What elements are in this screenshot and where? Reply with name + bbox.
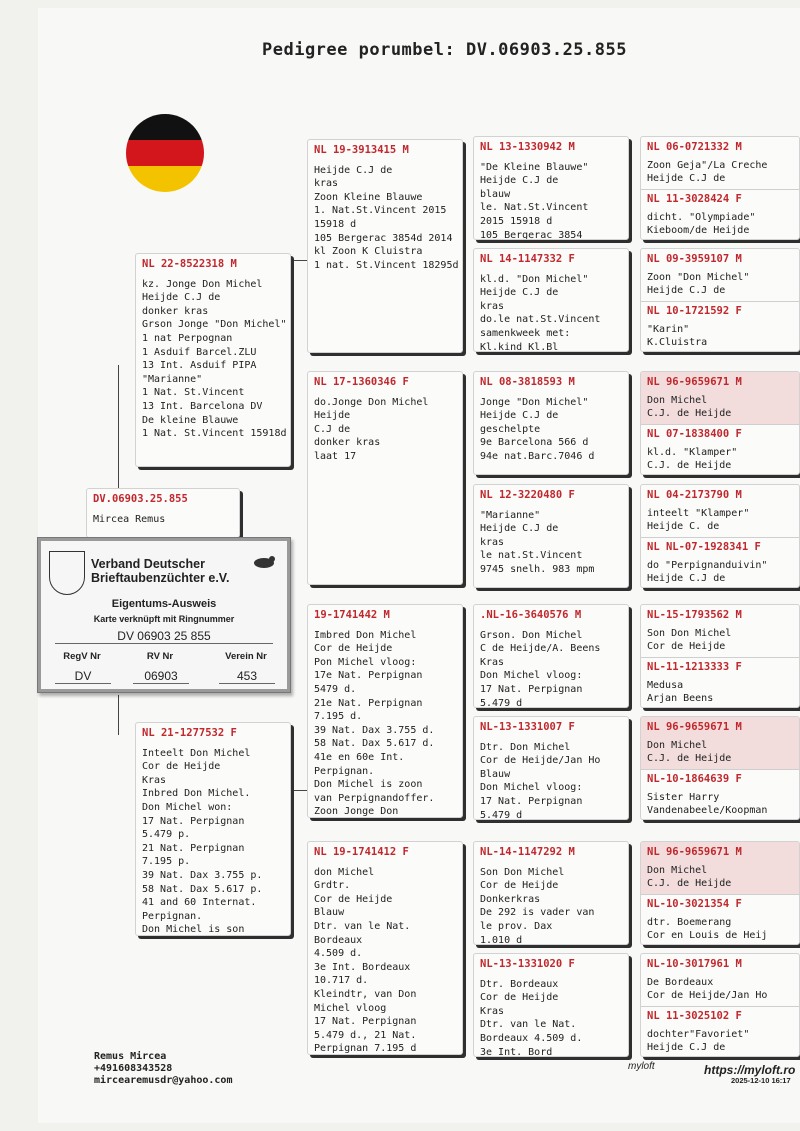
- pedigree-note: Kras: [480, 656, 505, 668]
- ring-number: NL 22-8522318 M: [142, 258, 237, 270]
- ring-number: NL 10-1721592 F: [647, 305, 742, 317]
- pedigree-note: C.J de: [314, 423, 351, 435]
- pedigree-note: Zoon "Don Michel": [647, 271, 750, 283]
- ring-number: NL 96-9659671 M: [647, 721, 742, 733]
- pedigree-note: 10.717 d.: [314, 975, 369, 987]
- pedigree-note: 5.479 p.: [142, 829, 191, 841]
- pedigree-note: Don Michel won:: [142, 801, 233, 813]
- pedigree-note: kl.d. "Klamper": [647, 446, 738, 458]
- pedigree-note: Medusa: [647, 679, 684, 691]
- pedigree-note: Don Michel: [647, 864, 708, 876]
- pedigree-note: Cor de Heijde/Jan Ho: [647, 990, 768, 1002]
- connector: [118, 695, 119, 735]
- pedigree-note: Perpignan.: [314, 765, 375, 777]
- pedigree-note: 15918 d: [314, 218, 357, 230]
- pedigree-note: Zoon Jonge Don: [314, 806, 399, 818]
- ring-number: NL 06-0721332 M: [647, 141, 742, 153]
- pedigree-note: geschelpte: [480, 423, 541, 435]
- great-grandparent-card: [473, 371, 629, 475]
- pedigree-note: kl.d. "Don Michel": [480, 273, 589, 285]
- pedigree-note: Inbred Don Michel.: [142, 788, 251, 800]
- pedigree-note: 39 Nat. Dax 3.755 p.: [142, 869, 263, 881]
- pedigree-note: Heijde C.J de: [480, 175, 559, 187]
- ring-number: NL 11-3028424 F: [647, 193, 742, 205]
- verein-label: Verein Nr: [225, 651, 267, 662]
- pedigree-note: 17 Nat. Perpignan: [314, 1016, 417, 1028]
- ring-number: NL-14-1147292 M: [480, 846, 575, 858]
- pedigree-note: Cor de Heijde: [314, 893, 393, 905]
- card-heading: Eigentums-Ausweis: [111, 598, 217, 610]
- entry-divider: [641, 301, 799, 302]
- pedigree-note: 21e Nat. Perpignan: [314, 697, 423, 709]
- ancestor-pair: [640, 484, 800, 588]
- pedigree-note: Cor de Heijde: [647, 641, 726, 653]
- pedigree-note: Grson. Don Michel: [480, 629, 583, 641]
- pedigree-note: Zoon Kleine Blauwe: [314, 191, 423, 203]
- ancestor-pair: [640, 371, 800, 475]
- pedigree-note: kl Zoon K Cluistra: [314, 246, 423, 258]
- card-subheading: Karte verknüpft mit Ringnummer: [93, 614, 235, 624]
- pedigree-note: Cor de Heijde: [480, 992, 559, 1004]
- pedigree-note: Don Michel vloog:: [480, 670, 583, 682]
- pedigree-note: van Perpignandoffer.: [314, 792, 435, 804]
- great-great-grandparent-entry: [641, 894, 799, 945]
- pedigree-note: samenkweek met:: [480, 327, 571, 339]
- pedigree-note: 1 nat Perpognan: [142, 332, 233, 344]
- pedigree-note: 1.010 d: [480, 934, 523, 945]
- pedigree-note: Heijde C.J de: [314, 164, 393, 176]
- pedigree-note: 17 Nat. Perpignan: [480, 683, 583, 695]
- pedigree-note: C.J. de Heijde: [647, 460, 732, 472]
- pedigree-note: 21 Nat. Perpignan: [142, 842, 245, 854]
- great-great-grandparent-entry: [641, 424, 799, 475]
- pedigree-note: 7.195 d.: [314, 711, 363, 723]
- ring-number: NL-11-1213333 F: [647, 661, 742, 673]
- pedigree-note: Heijde C.J de: [647, 1042, 726, 1054]
- great-grandparent-card: [473, 484, 629, 588]
- pedigree-note: blauw: [480, 188, 511, 200]
- ring-number: NL 09-3959107 M: [647, 253, 742, 265]
- rv-label: RV Nr: [146, 651, 174, 662]
- pedigree-note: kz. Jonge Don Michel: [142, 278, 263, 290]
- pedigree-note: Cor en Louis de Heij: [647, 930, 768, 942]
- ring-number: NL-13-1331007 F: [480, 721, 575, 733]
- pedigree-note: 3e Int. Bordeaux: [314, 961, 411, 973]
- pedigree-note: "Karin": [647, 323, 690, 335]
- pedigree-note: Heijde C.J de: [480, 410, 559, 422]
- great-great-grandparent-entry: [641, 605, 799, 657]
- pedigree-note: 41 and 60 Internat.: [142, 897, 257, 909]
- pedigree-note: Dtr. Bordeaux: [480, 978, 559, 990]
- pedigree-note: Son Don Michel: [647, 627, 732, 639]
- timestamp: 2025-12-10 16:17: [731, 1076, 791, 1085]
- pedigree-note: Heijde C.J de: [647, 285, 726, 297]
- pedigree-note: Don Michel vloog:: [480, 782, 583, 794]
- great-great-grandparent-entry: [641, 189, 799, 240]
- entry-divider: [641, 537, 799, 538]
- regv-label: RegV Nr: [63, 651, 101, 662]
- pedigree-note: donker kras: [314, 437, 381, 449]
- pedigree-note: Don Michel: [647, 394, 708, 406]
- pedigree-note: Heijde C.J de: [480, 523, 559, 535]
- great-great-grandparent-entry: [641, 137, 799, 189]
- connector: [118, 365, 119, 493]
- pedigree-note: donker kras: [142, 305, 209, 317]
- pedigree-note: 1 nat. St.Vincent 18295d: [314, 259, 459, 271]
- pedigree-note: Cor de Heijde: [480, 880, 559, 892]
- pedigree-note: 105 Bergerac 3854d 2014: [314, 232, 453, 244]
- pigeon-icon: [251, 553, 277, 571]
- ring-number: NL 04-2173790 M: [647, 489, 742, 501]
- entry-divider: [641, 189, 799, 190]
- pedigree-note: dicht. "Olympiade": [647, 211, 756, 223]
- great-great-grandparent-entry: [641, 657, 799, 708]
- pedigree-note: Vandenabeele/Koopman: [647, 805, 768, 817]
- entry-divider: [641, 1006, 799, 1007]
- pedigree-note: 1 Asduif Barcel.ZLU: [142, 346, 257, 358]
- pedigree-note: De kleine Blauwe: [142, 414, 239, 426]
- pedigree-note: do "Perpignanduivin": [647, 559, 768, 571]
- pedigree-note: 58 Nat. Dax 5.617 d.: [314, 738, 435, 750]
- pedigree-note: Grson Jonge "Don Michel": [142, 319, 287, 331]
- great-grandparent-card: [473, 136, 629, 240]
- ring-number: NL 07-1838400 F: [647, 428, 742, 440]
- grandparent-card: [307, 841, 463, 1055]
- ancestor-pair: [640, 716, 800, 820]
- pedigree-note: Grdtr.: [314, 880, 351, 892]
- pedigree-note: Heijde: [314, 410, 351, 422]
- great-great-grandparent-entry: [641, 717, 799, 769]
- great-great-grandparent-entry: [641, 769, 799, 820]
- ancestor-pair: [640, 841, 800, 945]
- ring-number: NL 19-1741412 F: [314, 846, 409, 858]
- pedigree-note: Perpignan 7.195 d: [314, 1043, 417, 1055]
- pedigree-note: Cor de Heijde/Jan Ho: [480, 755, 601, 767]
- ring-number: NL-10-3021354 F: [647, 898, 742, 910]
- pedigree-note: kras: [480, 300, 505, 312]
- great-great-grandparent-entry: [641, 249, 799, 301]
- pedigree-note: 5.479 d., 21 Nat.: [314, 1029, 417, 1041]
- great-grandparent-card: [473, 248, 629, 352]
- pedigree-note: Perpignan.: [142, 910, 203, 922]
- pedigree-note: 9e Barcelona 566 d: [480, 437, 589, 449]
- pedigree-note: don Michel: [314, 866, 375, 878]
- pedigree-note: Son Don Michel: [480, 866, 565, 878]
- ring-number: NL-10-1864639 F: [647, 773, 742, 785]
- great-grandparent-card: [473, 953, 629, 1057]
- pedigree-note: Dtr. Don Michel: [480, 741, 571, 753]
- dam-card: [135, 722, 291, 936]
- great-great-grandparent-entry: [641, 301, 799, 352]
- ring-number: 19-1741442 M: [314, 609, 390, 621]
- pedigree-note: 41e en 60e Int.: [314, 751, 405, 763]
- grandparent-card: [307, 371, 463, 585]
- sire-card: [135, 253, 291, 467]
- pedigree-note: 58 Nat. Dax 5.617 p.: [142, 883, 263, 895]
- pedigree-note: Don Michel is zoon: [314, 779, 423, 791]
- pedigree-note: C.J. de Heijde: [647, 753, 732, 765]
- pedigree-note: 7.195 p.: [142, 856, 191, 868]
- ancestor-pair: [640, 604, 800, 708]
- germany-flag: [126, 114, 204, 192]
- pedigree-note: laat 17: [314, 450, 357, 462]
- ring-number: .NL-16-3640576 M: [480, 609, 582, 621]
- great-grandparent-card: [473, 604, 629, 708]
- pedigree-note: "De Kleine Blauwe": [480, 161, 589, 173]
- pedigree-note: "Marianne": [480, 509, 541, 521]
- entry-divider: [641, 769, 799, 770]
- pedigree-note: 13 Int. Asduif PIPA: [142, 360, 257, 372]
- pedigree-note: Cor de Heijde: [314, 643, 393, 655]
- pedigree-note: 94e nat.Barc.7046 d: [480, 450, 595, 462]
- rv-value: 06903: [133, 669, 189, 684]
- entry-divider: [641, 424, 799, 425]
- pedigree-note: Jonge "Don Michel": [480, 396, 589, 408]
- pedigree-note: Don Michel: [647, 739, 708, 751]
- breeder-phone: +491608343528: [94, 1063, 173, 1074]
- ancestor-pair: [640, 953, 800, 1057]
- flag-stripe-red: [126, 140, 204, 166]
- pedigree-note: 9745 snelh. 983 mpm: [480, 563, 595, 575]
- pedigree-note: Heijde C. de: [647, 521, 720, 533]
- pedigree-note: do.Jonge Don Michel: [314, 396, 429, 408]
- ring-number: NL 08-3818593 M: [480, 376, 575, 388]
- ownership-card: [37, 537, 291, 693]
- pedigree-note: 5.479 d: [480, 697, 523, 708]
- ring-number: NL 19-3913415 M: [314, 144, 409, 156]
- great-great-grandparent-entry: [641, 537, 799, 588]
- ring-number: NL 96-9659671 M: [647, 846, 742, 858]
- pedigree-note: Dtr. van le Nat.: [480, 1019, 577, 1031]
- ring-number: NL-10-3017961 M: [647, 958, 742, 970]
- pedigree-note: do.le nat.St.Vincent: [480, 314, 601, 326]
- ring-number: NL 11-3025102 F: [647, 1010, 742, 1022]
- pedigree-note: Blauw: [314, 907, 345, 919]
- pedigree-note: Inteelt Don Michel: [142, 747, 251, 759]
- pedigree-note: C de Heijde/A. Beens: [480, 643, 601, 655]
- pedigree-note: 1 Nat. St.Vincent: [142, 387, 245, 399]
- pedigree-note: Bordeaux 4.509 d.: [480, 1032, 583, 1044]
- myloft-logo: myloft: [628, 1061, 655, 1072]
- pedigree-note: Imbred Don Michel: [314, 629, 417, 641]
- pedigree-note: Kieboom/de Heijde: [647, 225, 750, 237]
- ring-number: NL-13-1331020 F: [480, 958, 575, 970]
- pedigree-note: Heijde C.J de: [142, 292, 221, 304]
- pedigree-note: Kleindtr, van Don: [314, 988, 417, 1000]
- entry-divider: [641, 894, 799, 895]
- pedigree-note: Blauw: [480, 768, 511, 780]
- site-link[interactable]: https://myloft.ro: [704, 1063, 796, 1077]
- pedigree-note: Bordeaux: [314, 934, 363, 946]
- pedigree-note: kras: [314, 178, 339, 190]
- pedigree-note: 1. Nat.St.Vincent 2015: [314, 205, 447, 217]
- pedigree-note: le. Nat.St.Vincent: [480, 202, 589, 214]
- ancestor-pair: [640, 248, 800, 352]
- pedigree-note: De 292 is vader van: [480, 907, 595, 919]
- pedigree-note: 17 Nat. Perpignan: [480, 795, 583, 807]
- pedigree-note: Donkerkras: [480, 893, 541, 905]
- pedigree-note: 39 Nat. Dax 3.755 d.: [314, 724, 435, 736]
- pedigree-note: "Marianne": [142, 373, 203, 385]
- ring-number: NL-15-1793562 M: [647, 609, 742, 621]
- pedigree-note: le prov. Dax: [480, 920, 553, 932]
- pedigree-note: le nat.St.Vincent: [480, 550, 583, 562]
- pedigree-note: C.J. de Heijde: [647, 878, 732, 890]
- pedigree-note: Kras: [142, 774, 167, 786]
- pedigree-note: Cor de Heijde: [142, 761, 221, 773]
- ring-number: NL 21-1277532 F: [142, 727, 237, 739]
- grandparent-card: [307, 139, 463, 353]
- pedigree-note: 2015 15918 d: [480, 215, 553, 227]
- pedigree-note: Heijde C.J de: [647, 173, 726, 185]
- pedigree-note: Dtr. van le Nat.: [314, 920, 411, 932]
- grandparent-card: [307, 604, 463, 818]
- great-grandparent-card: [473, 841, 629, 945]
- ring-number: DV.06903.25.855: [93, 493, 188, 505]
- ring-number: NL 14-1147332 F: [480, 253, 575, 265]
- association-name: Verband Deutscher Brieftaubenzüchter e.V.: [91, 557, 230, 585]
- pedigree-note: dochter"Favoriet": [647, 1028, 750, 1040]
- pedigree-note: Pon Michel vloog:: [314, 656, 417, 668]
- pedigree-note: Heijde C.J de: [647, 573, 726, 585]
- great-great-grandparent-entry: [641, 485, 799, 537]
- breeder-name: Remus Mircea: [94, 1051, 167, 1062]
- pedigree-note: De Bordeaux: [647, 976, 714, 988]
- great-great-grandparent-entry: [641, 1006, 799, 1057]
- pedigree-note: C.J. de Heijde: [647, 408, 732, 420]
- breeder-contact: [94, 1051, 232, 1087]
- entry-divider: [641, 657, 799, 658]
- verein-value: 453: [219, 669, 275, 684]
- pedigree-note: 5.479 d: [480, 809, 523, 820]
- regv-value: DV: [55, 669, 111, 684]
- pedigree-note: Don Michel is son: [142, 924, 245, 936]
- great-great-grandparent-entry: [641, 954, 799, 1006]
- breeder-email: mircearemusdr@yahoo.com: [94, 1075, 233, 1086]
- pedigree-note: Kl.kind Kl.Bl: [480, 341, 559, 352]
- pedigree-note: kras: [480, 536, 505, 548]
- ring-number: NL 17-1360346 F: [314, 376, 409, 388]
- card-ring-number: DV 06903 25 855: [55, 629, 273, 644]
- pedigree-note: 17e Nat. Perpignan: [314, 670, 423, 682]
- ring-number: NL 96-9659671 M: [647, 376, 742, 388]
- ring-number: NL NL-07-1928341 F: [647, 541, 761, 553]
- pedigree-note: dtr. Boemerang: [647, 916, 732, 928]
- pedigree-note: Zoon Geja"/La Creche: [647, 159, 768, 171]
- ring-number: NL 13-1330942 M: [480, 141, 575, 153]
- ring-number: NL 12-3220480 F: [480, 489, 575, 501]
- pedigree-note: 17 Nat. Perpignan: [142, 815, 245, 827]
- pedigree-note: inteelt "Klamper": [647, 507, 750, 519]
- pedigree-note: 4.509 d.: [314, 948, 363, 960]
- great-great-grandparent-entry: [641, 372, 799, 424]
- subject-card: [86, 488, 240, 538]
- pedigree-note: 13 Int. Barcelona DV: [142, 400, 263, 412]
- ancestor-pair: [640, 136, 800, 240]
- pedigree-note: Kras: [480, 1005, 505, 1017]
- pedigree-note: Heijde C.J de: [480, 287, 559, 299]
- pedigree-note: 3e Int. Bord: [480, 1046, 553, 1057]
- great-grandparent-card: [473, 716, 629, 820]
- pedigree-note: Arjan Beens: [647, 693, 714, 705]
- pedigree-note: Mircea Remus: [93, 513, 166, 525]
- great-great-grandparent-entry: [641, 842, 799, 894]
- pedigree-note: K.Cluistra: [647, 337, 708, 349]
- pedigree-note: Michel vloog: [314, 1002, 387, 1014]
- pedigree-note: Sister Harry: [647, 791, 720, 803]
- pedigree-note: 1 Nat. St.Vincent 15918d: [142, 428, 287, 440]
- page-title: Pedigree porumbel: DV.06903.25.855: [262, 40, 627, 60]
- pedigree-note: 5479 d.: [314, 683, 357, 695]
- pedigree-note: 105 Bergerac 3854: [480, 229, 583, 240]
- association-emblem-icon: [49, 551, 85, 595]
